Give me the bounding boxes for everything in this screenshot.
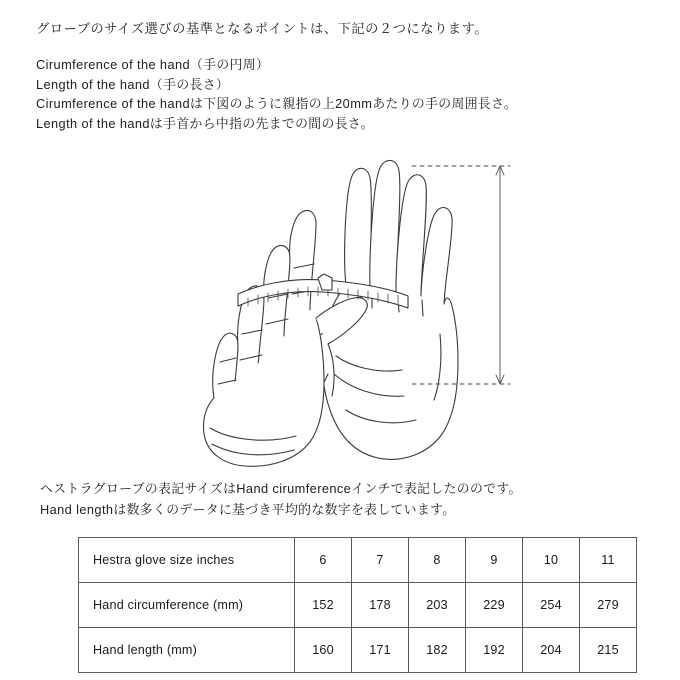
row-label-hand-circumference: Hand circumference (mm) (79, 583, 295, 628)
cell-hand-length-0: 160 (295, 628, 352, 673)
row-label-glove-size: Hestra glove size inches (79, 538, 295, 583)
cell-glove-size-0: 6 (295, 538, 352, 583)
cell-hand-circumference-2: 203 (409, 583, 466, 628)
note-line-0: ヘストラグローブの表記サイズはHand cirumferenceインチで表記したののです。 (40, 481, 522, 496)
cell-hand-circumference-5: 279 (580, 583, 637, 628)
cell-hand-circumference-1: 178 (352, 583, 409, 628)
criteria-paragraph (36, 55, 656, 133)
size-table (78, 537, 637, 673)
cell-hand-circumference-3: 229 (466, 583, 523, 628)
cell-glove-size-5: 11 (580, 538, 637, 583)
cell-glove-size-1: 7 (352, 538, 409, 583)
table-row (79, 538, 637, 583)
cell-hand-circumference-4: 254 (523, 583, 580, 628)
cell-hand-length-2: 182 (409, 628, 466, 673)
cell-hand-length-4: 204 (523, 628, 580, 673)
criteria-line-2: Cirumference of the handは下図のように親指の上20mmあたりの手の周囲長さ。 (36, 96, 517, 111)
row-label-hand-length: Hand length (mm) (79, 628, 295, 673)
note-line-1: Hand lengthは数多くのデータに基づき平均的な数字を表しています。 (40, 502, 456, 517)
table-row (79, 583, 637, 628)
intro-paragraph (36, 18, 656, 39)
intro-line-0: グローブのサイズ選びの基準となるポイントは、下記の２つになります。 (36, 21, 489, 36)
cell-glove-size-4: 10 (523, 538, 580, 583)
hand-measurement-illustration (150, 148, 550, 468)
cell-glove-size-2: 8 (409, 538, 466, 583)
cell-hand-length-1: 171 (352, 628, 409, 673)
criteria-line-0: Cirumference of the hand（手の円周） (36, 57, 270, 72)
table-row (79, 628, 637, 673)
criteria-line-3: Length of the handは手首から中指の先までの間の長さ。 (36, 115, 374, 131)
cell-hand-length-3: 192 (466, 628, 523, 673)
cell-hand-length-5: 215 (580, 628, 637, 673)
size-table-wrapper (78, 537, 619, 673)
note-paragraph (40, 478, 660, 520)
cell-glove-size-3: 9 (466, 538, 523, 583)
cell-hand-circumference-0: 152 (295, 583, 352, 628)
criteria-line-1: Length of the hand（手の長さ） (36, 76, 230, 92)
